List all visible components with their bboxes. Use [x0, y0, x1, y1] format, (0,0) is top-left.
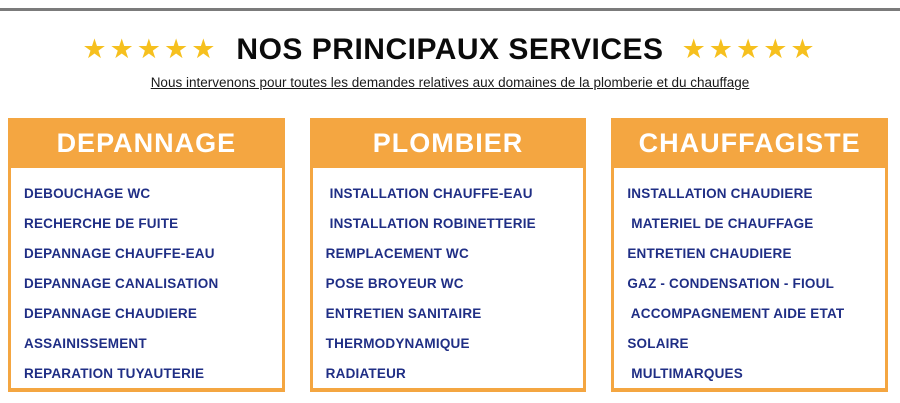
- service-list-plombier: [313, 168, 584, 388]
- column-header-depannage: DEPANNAGE: [56, 128, 237, 158]
- service-item[interactable]: DEPANNAGE CHAUDIERE: [24, 305, 198, 321]
- service-list-depannage: [11, 168, 282, 388]
- service-item[interactable]: INSTALLATION CHAUFFE-EAU: [325, 185, 533, 201]
- service-item[interactable]: DEPANNAGE CHAUFFE-EAU: [24, 245, 215, 261]
- page-subtitle: Nous intervenons pour toutes les demandes relatives aux domaines de la plomberie et du chauffage: [150, 75, 750, 90]
- service-item[interactable]: RADIATEUR: [325, 365, 406, 381]
- column-depannage: [8, 118, 285, 392]
- service-item[interactable]: GAZ - CONDENSATION - FIOUL: [627, 275, 835, 291]
- title-row: [0, 33, 900, 66]
- rating-stars-right-icon: ★★★★★: [681, 34, 818, 64]
- column-header-chauffagiste: CHAUFFAGISTE: [638, 128, 861, 158]
- column-chauffagiste: [611, 118, 888, 392]
- service-item[interactable]: DEBOUCHAGE WC: [24, 185, 151, 201]
- page-header: [0, 33, 900, 92]
- service-columns: [8, 118, 888, 392]
- service-item[interactable]: ACCOMPAGNEMENT AIDE ETAT: [627, 305, 845, 321]
- service-item[interactable]: ASSAINISSEMENT: [24, 335, 147, 351]
- rating-stars-left-icon: ★★★★★: [82, 34, 219, 64]
- service-item[interactable]: REMPLACEMENT WC: [325, 245, 469, 261]
- page-title: NOS PRINCIPAUX SERVICES: [236, 33, 664, 66]
- service-item[interactable]: DEPANNAGE CANALISATION: [24, 275, 219, 291]
- service-item[interactable]: POSE BROYEUR WC: [325, 275, 464, 291]
- service-item[interactable]: MULTIMARQUES: [627, 365, 743, 381]
- service-item[interactable]: ENTRETIEN CHAUDIERE: [627, 245, 792, 261]
- service-item[interactable]: REPARATION TUYAUTERIE: [24, 365, 205, 381]
- service-item[interactable]: ENTRETIEN SANITAIRE: [325, 305, 482, 321]
- service-list-chauffagiste: [614, 168, 885, 388]
- column-header-plombier: PLOMBIER: [372, 128, 524, 158]
- service-item[interactable]: INSTALLATION ROBINETTERIE: [325, 215, 536, 231]
- service-item[interactable]: SOLAIRE: [627, 335, 689, 351]
- service-item[interactable]: MATERIEL DE CHAUFFAGE: [627, 215, 814, 231]
- service-item[interactable]: INSTALLATION CHAUDIERE: [627, 185, 813, 201]
- service-item[interactable]: THERMODYNAMIQUE: [325, 335, 470, 351]
- column-plombier: [310, 118, 587, 392]
- service-item[interactable]: RECHERCHE DE FUITE: [24, 215, 179, 231]
- top-divider-line: [0, 8, 900, 11]
